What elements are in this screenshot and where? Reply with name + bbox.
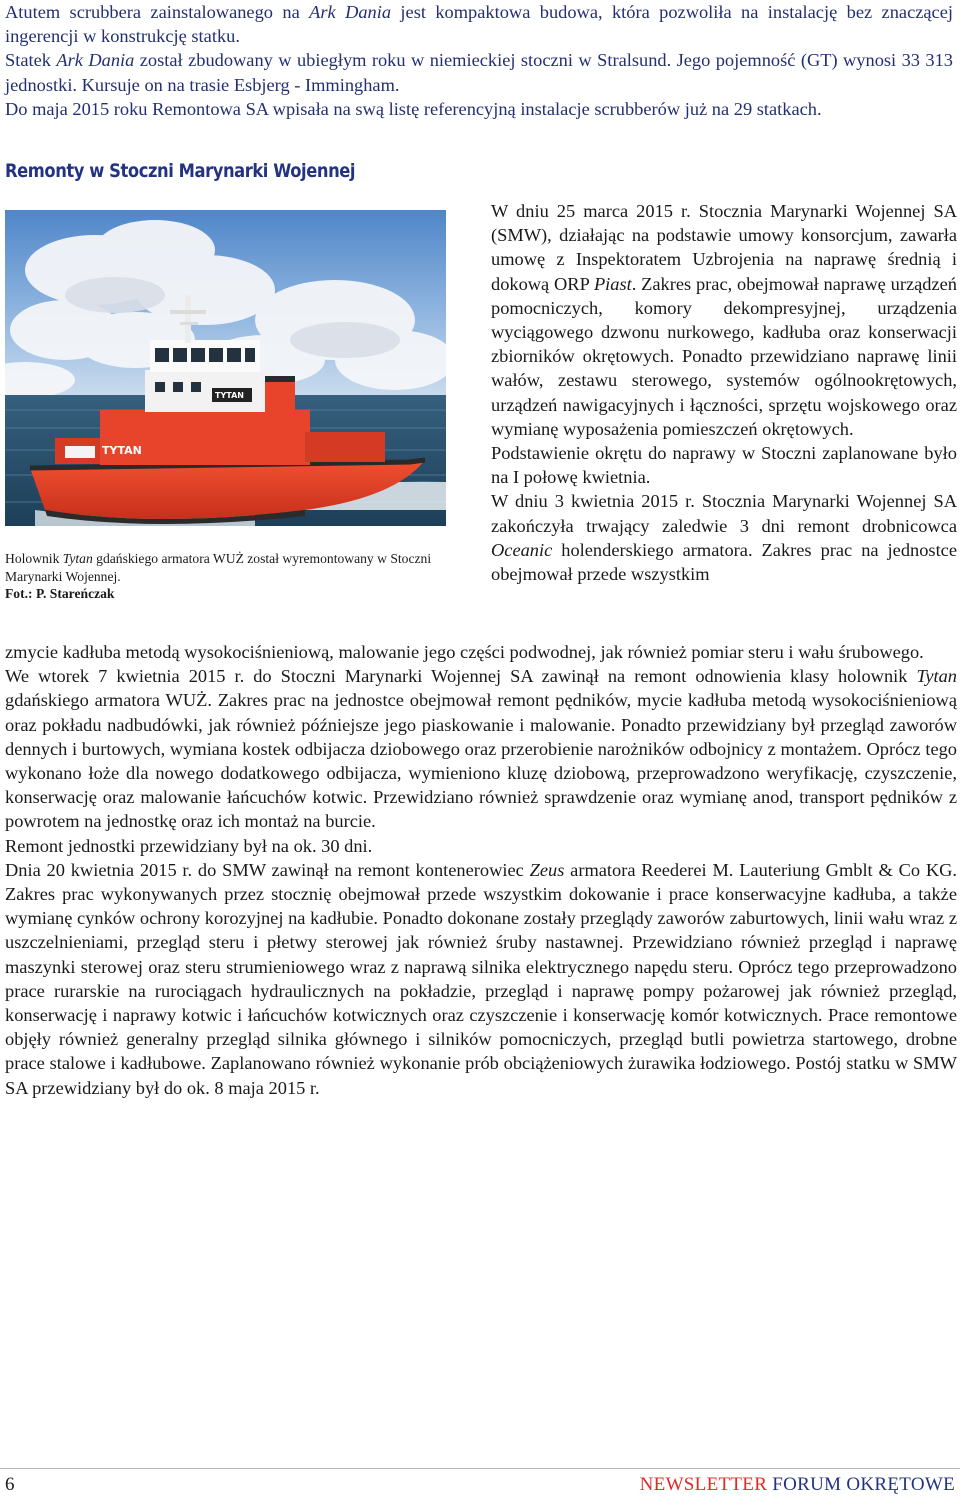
photo-caption: Holownik Tytan gdańskiego armatora WUŻ został wyremontowany w Stoczni Marynarki Wojennej. Fot.: P. Stareńczak [5,550,445,603]
right-column [491,199,957,586]
ship-name: Ark Dania [56,50,135,71]
footer-divider [0,1468,960,1469]
ship-name: Tytan [62,551,93,566]
bottom-paragraph-3: Remont jednostki przewidziany był na ok. 30 dni. [5,835,373,856]
right-paragraph-2: Podstawienie okrętu do naprawy w Stoczni zaplanowane było na I połowę kwietnia. [491,443,957,488]
intro-text [5,0,953,121]
intro-paragraph-1: Atutem scrubbera zainstalowanego na Ark Dania jest kompaktowa budowa, która pozwoliła na instalację bez znaczącej ingerencji w konstrukcję statku. [5,2,953,47]
page-number: 6 [5,1474,15,1495]
ship-name: Tytan [916,666,957,687]
ship-name: Zeus [529,859,565,880]
tug-funnel [265,380,295,414]
ship-name: Oceanic [491,539,553,560]
section-heading: Remonty w Stoczni Marynarki Wojennej [5,160,356,182]
full-width-text [5,640,957,1100]
intro-paragraph-3: Do maja 2015 roku Remontowa SA wpisała na swą listę referencyjną instalacje scrubberów już na 29 statkach. [5,98,822,119]
right-paragraph-1: W dniu 25 marca 2015 r. Stocznia Marynarki Wojennej SA (SMW), działając na podstawie umowy konsorcjum, zawarła umowę z Inspektoratem Uzbrojenia na naprawę średnią i dokową ORP Piast. Zakres prac, obejmował naprawę urządzeń pomocniczych, komory dekompresyjnej, urządzenia wyciągowego dzwonu nurkowego, kadłuba oraz konserwacji zbiorników okrętowych. Ponadto przewidziano naprawę linii wałów, zestawu sterowego, systemów ogólnookrętowych, urządzeń nawigacyjnych i łączności, sprzętu wojskowego oraz wymianę wyposażenia pomieszczeń okrętowych. [491,201,958,439]
bottom-paragraph-1: zmycie kadłuba metodą wysokociśnieniową, malowanie jego części podwodnej, jak również pomiar steru i wału śrubowego. [5,642,924,662]
photo-credit: Fot.: P. Stareńczak [5,586,115,601]
bottom-paragraph-4: Dnia 20 kwietnia 2015 r. do SMW zawinął na remont kontenerowiec Zeus armatora Reederei M. Lauteriung Gmblt & Co KG. Zakres prac wykonywanych przez stocznię obejmował przede wszystkim dokowanie i prace konserwacyjne kadłuba, a także wymianę cynków ochrony korozyjnej na kadłubie. Ponadto dokonane zostały przeglądy zaworów zaburtowych, linii wału wraz z uszczelnieniami, przegląd steru i płetwy sterowej jak również śruby nastawnej. Przewidziano również przegląd i naprawę maszynki sterowej oraz steru strumieniowego wraz z naprawą silnika elektrycznego napędu steru. Oprócz tego przeprowadzono prace rurarskie na rurociągach hydraulicznych na pokładzie, przegląd i naprawę pompy pożarowej jak również przegląd, konserwację i naprawy kotwic i łańcuchów kotwicznych oraz czyszczenie i konserwację komór kotwicznych. Prace remontowe objęły również generalny przegląd silnika głównego i silników pomocniczych, przegląd butli powietrza startowego, drobne prace stalowe i kadłubowe. Zaplanowano również wykonanie prób obciążeniowych żurawika łodziowego. Postój statku w SMW SA przewidziany był do ok. 8 maja 2015 r. [5,859,957,1098]
ship-name: Ark Dania [309,2,392,22]
newsletter-title: NEWSLETTER FORUM OKRĘTOWE [639,1474,955,1495]
bridge-lettering: TYTAN [215,391,244,400]
hull-lettering: TYTAN [102,444,142,457]
ship-name: Piast [593,273,632,294]
bottom-paragraph-2: We wtorek 7 kwietnia 2015 r. do Stoczni Marynarki Wojennej SA zawinął na remont odnowienia klasy holownik Tytan gdańskiego armatora WUŻ. Zakres prac na jednostce obejmował remont pędników, mycie kadłuba metodą wysokociśnieniową oraz pokładu nadbudówki, jak również późniejsze jego piaskowanie i malowanie. Ponadto przewidziany był przegląd zaworów dennych i burtowych, wymiana kostek odbijacza dziobowego oraz przerobienie narożników odbojnicy z montażem. Oprócz tego wykonano łoże dla nowego dodatkowego odbijacza, wymieniono kluzę dziobową, przeprowadzono weryfikację, czyszczenie, konserwację oraz malowanie łańcuchów kotwic. Przewidziano również sprawdzenie oraz wymianę anod, transport pędników z powrotem na jednostkę oraz ich montaż na burcie. [5,666,957,832]
intro-paragraph-2: Statek Ark Dania został zbudowany w ubiegłym roku w niemieckiej stoczni w Stralsund. Jego pojemność (GT) wynosi 33 313 jednostki. Kursuje on na trasie Esbjerg - Immingham. [5,50,953,95]
right-paragraph-3: W dniu 3 kwietnia 2015 r. Stocznia Marynarki Wojennej SA zakończyła trwający zaledwie 3 dni remont drobnicowca Oceanic holenderskiego armatora. Zakres prac na jednostce obejmował przede wszystkim [491,491,957,585]
tug-mast [185,295,191,343]
tug-photo [5,210,446,526]
